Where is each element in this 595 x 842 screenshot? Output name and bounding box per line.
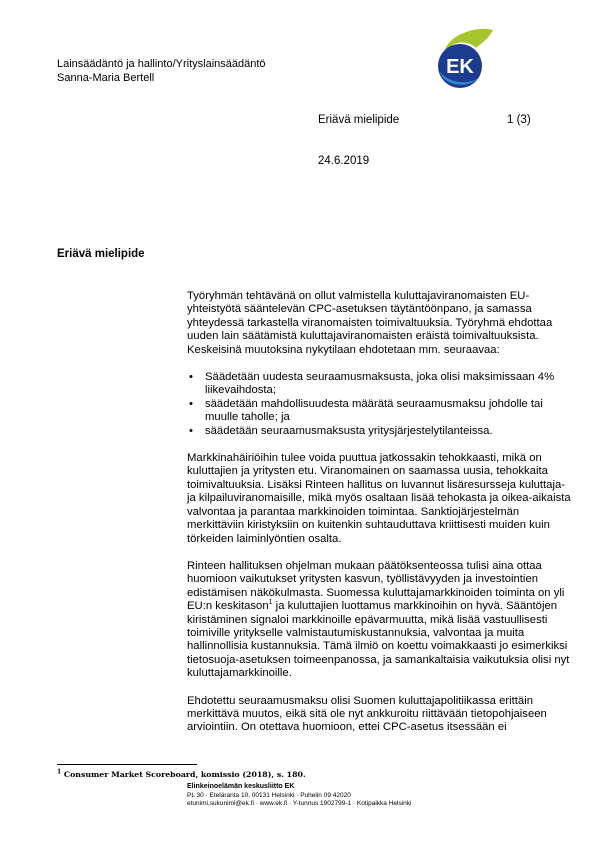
body-text [187, 290, 572, 749]
paragraph-4: Ehdotettu seuraamusmaksu olisi Suomen kuluttajapolitiikassa erittäin merkittävä muutos, eikä sitä ole nyt ankkuroitu riittävään tietopohjaiseen arviointiin. On otettava huomioon, ettei CPC-asetus itsessään ei [187, 694, 547, 734]
paragraph-3-part-b: ja kuluttajien luottamus markkinoihin on hyvä. Sääntöjen kiristäminen signaloi markkinoille epävarmuutta, mikä lisää vastuullisesti toimiville yritykselle valmistautumiskustannuksia, valvontaa ja muita hallinnollisia kustannuksia. Tämä ilmiö on koettu voimakkaasti jo esimerkiksi tietosuoja-asetuksen toimeenpanossa, ja samankaltaisia vaikutuksia olisi nyt kuluttajamarkkinoille. [187, 600, 570, 680]
paragraph-1: Työryhmän tehtävänä on ollut valmistella kuluttajaviranomaisten EU-yhteistyötä sääntelevän CPC-asetuksen täytäntöönpano, ja samassa yhteydessä tarkastella viranomaisten toimivaltuuksia. Työryhmä ehdottaa uuden lain säätämistä kuluttajaviranomaisten eräistä toimivaltuuksista. Keskeisinä muutoksina nykytilaan ehdotetaan mm. seuraavaa: [187, 290, 553, 356]
footer-organization: Elinkeinoelämän keskusliitto EK [187, 783, 295, 790]
bullet-item: • Säädetään uudesta seuraamusmaksusta, joka olisi maksimissaan 4% liikevaihdosta; [187, 371, 572, 398]
document-type: Eriävä mielipide [318, 114, 400, 126]
footer-address: PL 30 · Eteläranta 10, 00131 Helsinki · Puhelin 09 42020 [187, 791, 351, 799]
author: Sanna-Maria Bertell [57, 72, 155, 84]
logo-text: EK [446, 56, 474, 78]
bullet-item: • säädetään mahdollisuudesta määrätä seuraamusmaksu johdolle tai muulle taholle; ja [187, 398, 572, 425]
header-sender [57, 57, 266, 85]
page-number: 1 (3) [507, 114, 531, 126]
footnote-text: Consumer Market Scoreboard, komissio (2018), s. 180. [61, 770, 306, 779]
ek-logo [430, 28, 494, 90]
bullet-list [187, 371, 572, 438]
document-date: 24.6.2019 [318, 155, 370, 167]
footnote [57, 770, 306, 779]
footnote-divider [57, 764, 197, 765]
footer-contact: etunimi.sukunimi@ek.fi · www.ek.fi · Y-tunnus 1902799-1 · Kotipaikka Helsinki [187, 800, 412, 808]
page-heading: Eriävä mielipide [57, 248, 145, 260]
page-footer [187, 783, 411, 809]
paragraph-2: Markkinahäiriöihin tulee voida puuttua jatkossakin tehokkaasti, mikä on kuluttajien ja yritysten etu. Viranomainen on saamassa uusia, tehokkaita toimivaltuuksia. Lisäksi Rinteen hallitus on luvannut lisäresursseja kuluttaja- ja kilpailuviranomaisille, mikä myös osaltaan lisää tehokasta ja oikea-aikaista valvontaa ja parantaa markkinoiden toimintaa. Sanktiojärjestelmän merkittäviin kiristyksiin on kuitenkin suhtauduttava kriittisesti muiden kuin törkeiden laiminlyöntien osalta. [187, 452, 571, 545]
bullet-item: • säädetään seuraamusmaksusta yritysjärjestelytilanteissa. [187, 425, 572, 438]
footnote-ref: 1 [268, 599, 273, 607]
footnote-number: 1 [57, 768, 62, 776]
paragraph-3 [187, 560, 572, 681]
department: Lainsäädäntö ja hallinto/Yrityslainsäädäntö [57, 58, 266, 70]
paragraph-3-part-a: Rinteen hallituksen ohjelman mukaan päätöksenteossa tulisi aina ottaa huomioon vaikutukset yritysten kasvun, työllistävyyden ja investointien edistämisen näkökulmasta. Suomessa kuluttajamarkkinoiden toiminta on yli EU:n keskitason [187, 559, 565, 613]
